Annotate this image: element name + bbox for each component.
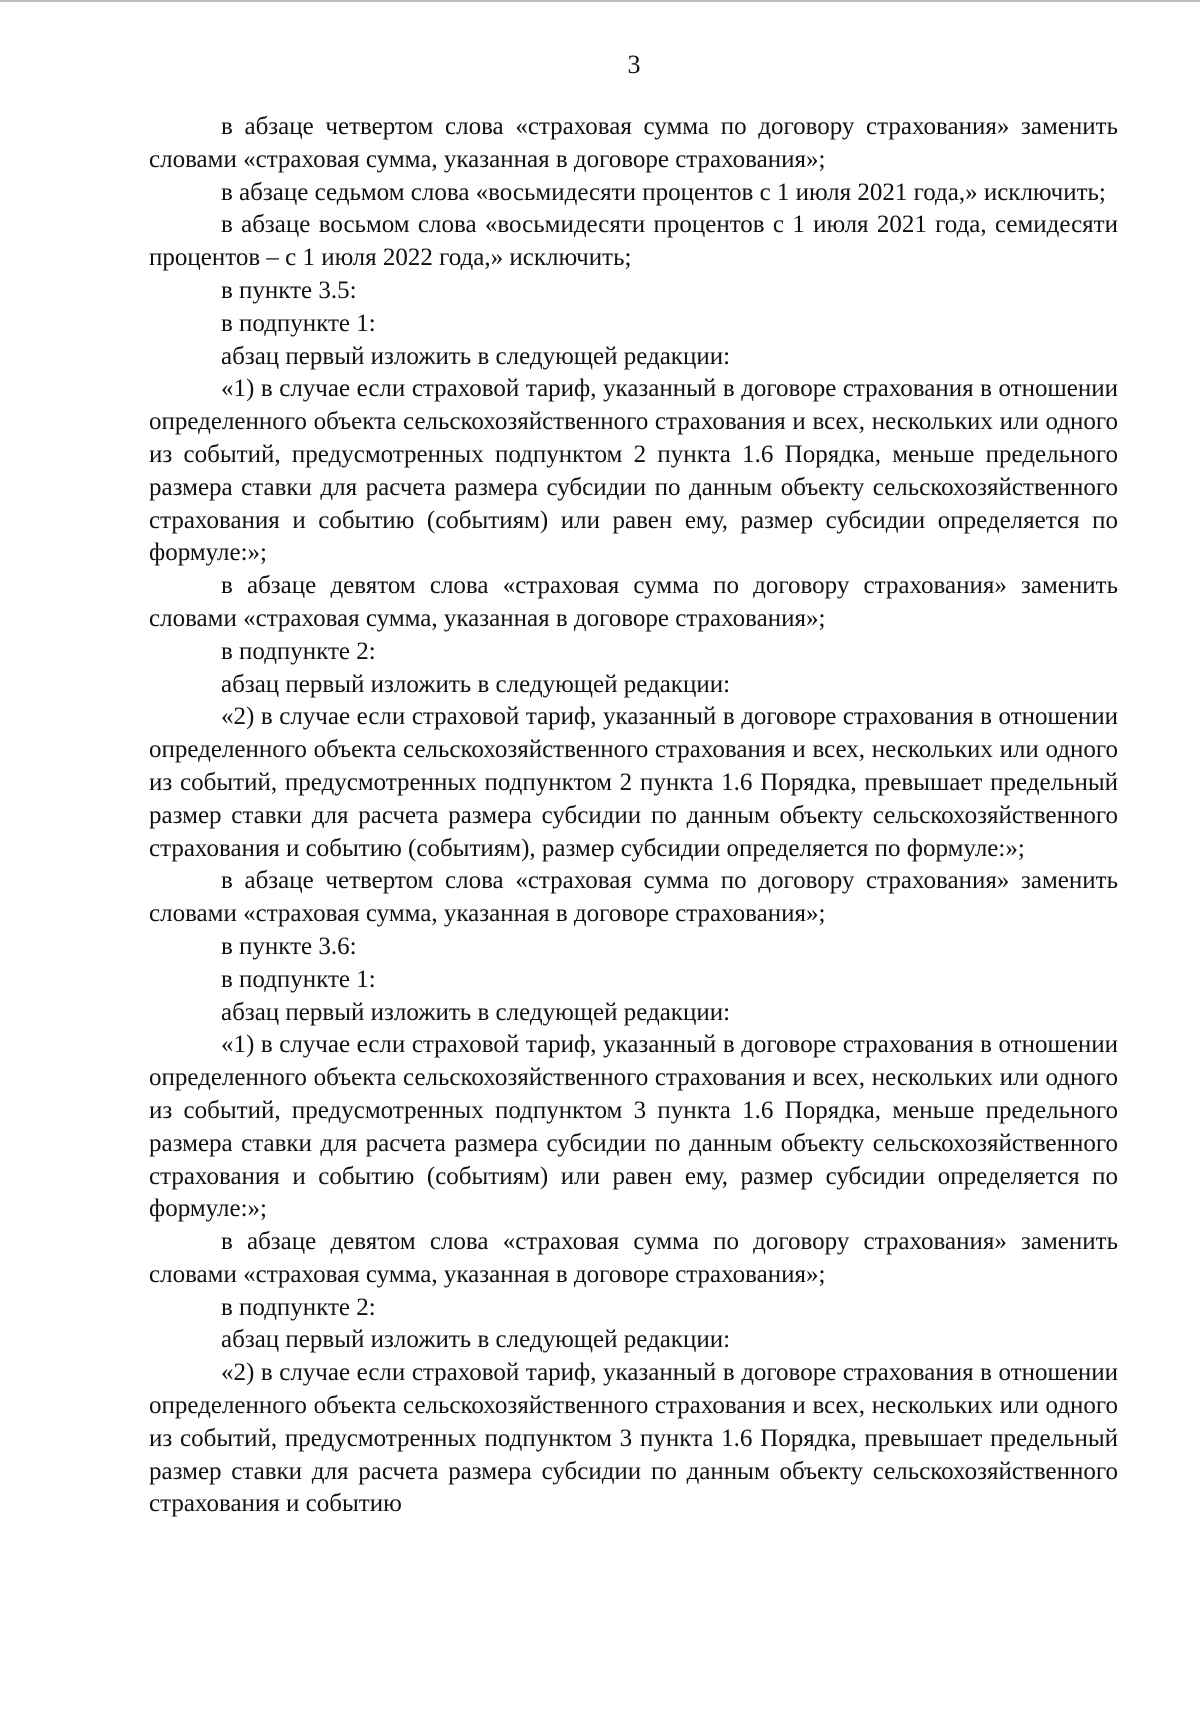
- document-body: [149, 111, 1118, 1521]
- paragraph: «2) в случае если страховой тариф, указанный в договоре страхования в отношении определенного объекта сельскохозяйственного страхования и всех, нескольких или одного из событий, предусмотренных подпунктом 3 пункта 1.6 Порядка, превышает предельный размер ставки для расчета размера субсидии по данным объекту сельскохозяйственного страхования и событию: [149, 1359, 1118, 1518]
- paragraph: абзац первый изложить в следующей редакции:: [221, 670, 731, 698]
- paragraph: «1) в случае если страховой тариф, указанный в договоре страхования в отношении определенного объекта сельскохозяйственного страхования и всех, нескольких или одного из событий, предусмотренных подпунктом 3 пункта 1.6 Порядка, меньше предельного размера ставки для расчета размера субсидии по данным объекту сельскохозяйственного страхования и событию (событиям) или равен ему, размер субсидии определяется по формуле:»;: [149, 1031, 1118, 1223]
- paragraph: в абзаце девятом слова «страховая сумма по договору страхования» заменить словами «страховая сумма, указанная в договоре страхования»;: [149, 1228, 1118, 1288]
- paragraph: «1) в случае если страховой тариф, указанный в договоре страхования в отношении определенного объекта сельскохозяйственного страхования и всех, нескольких или одного из событий, предусмотренных подпунктом 2 пункта 1.6 Порядка, меньше предельного размера ставки для расчета размера субсидии по данным объекту сельскохозяйственного страхования и событию (событиям) или равен ему, размер субсидии определяется по формуле:»;: [149, 375, 1118, 567]
- paragraph: абзац первый изложить в следующей редакции:: [221, 1326, 731, 1354]
- paragraph: в пункте 3.6:: [221, 932, 357, 960]
- page-number: 3: [627, 50, 641, 79]
- paragraph: в подпункте 1:: [221, 965, 376, 993]
- paragraph: «2) в случае если страховой тариф, указанный в договоре страхования в отношении определенного объекта сельскохозяйственного страхования и всех, нескольких или одного из событий, предусмотренных подпунктом 2 пункта 1.6 Порядка, превышает предельный размер ставки для расчета размера субсидии по данным объекту сельскохозяйственного страхования и событию (событиям), размер субсидии определяется по формуле:»;: [149, 703, 1118, 862]
- paragraph: в подпункте 1:: [221, 309, 376, 337]
- paragraph: в абзаце четвертом слова «страховая сумма по договору страхования» заменить словами «страховая сумма, указанная в договоре страхования»;: [149, 113, 1118, 173]
- scan-top-edge: [0, 0, 1200, 2]
- paragraph: в абзаце седьмом слова «восьмидесяти процентов с 1 июля 2021 года,» исключить;: [221, 178, 1106, 206]
- paragraph: в абзаце четвертом слова «страховая сумма по договору страхования» заменить словами «страховая сумма, указанная в договоре страхования»;: [149, 867, 1118, 928]
- paragraph: абзац первый изложить в следующей редакции:: [221, 342, 731, 370]
- paragraph: в пункте 3.5:: [221, 276, 357, 304]
- paragraph: в абзаце восьмом слова «восьмидесяти процентов с 1 июля 2021 года, семидесяти процентов – с 1 июля 2022 года,» исключить;: [149, 211, 1118, 272]
- paragraph: в подпункте 2:: [221, 1293, 376, 1321]
- paragraph: в абзаце девятом слова «страховая сумма по договору страхования» заменить словами «страховая сумма, указанная в договоре страхования»;: [149, 572, 1118, 632]
- paragraph: в подпункте 2:: [221, 637, 376, 665]
- paragraph: абзац первый изложить в следующей редакции:: [221, 998, 731, 1026]
